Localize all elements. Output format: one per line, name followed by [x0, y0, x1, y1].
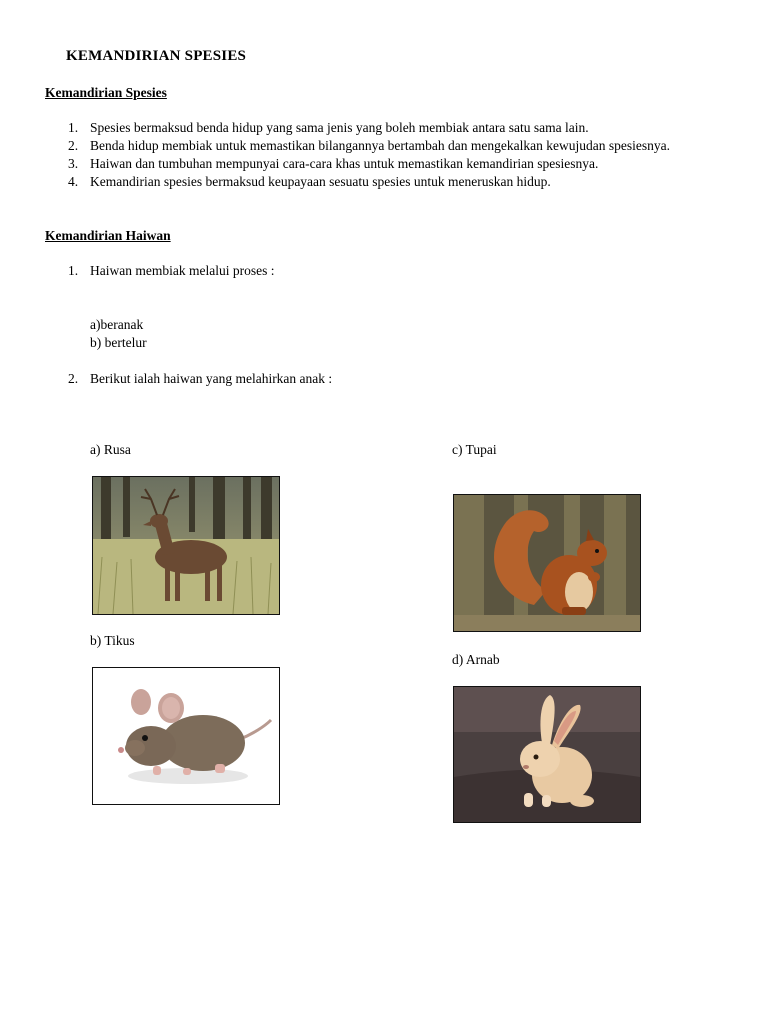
option-beranak: a)beranak: [90, 317, 144, 332]
haiwan-list-1: [45, 262, 723, 280]
list-item: 2. Benda hidup membiak untuk memastikan bilangannya bertambah dan mengekalkan kewujudan spesiesnya.: [68, 138, 670, 153]
list-item: 1. Haiwan membiak melalui proses :: [68, 263, 275, 278]
option-bertelur: b) bertelur: [90, 335, 147, 350]
deer-image: [92, 476, 280, 615]
section-heading-spesies: Kemandirian Spesies: [45, 85, 167, 100]
species-list: [45, 119, 723, 191]
list-item: 4. Kemandirian spesies bermaksud keupayaan sesuatu spesies untuk meneruskan hidup.: [68, 174, 551, 189]
list-item: 3. Haiwan dan tumbuhan mempunyai cara-cara khas untuk memastikan kemandirian spesiesnya.: [68, 156, 599, 171]
label-tikus: b) Tikus: [90, 633, 135, 648]
label-rusa: a) Rusa: [90, 442, 131, 457]
list-item: 2. Berikut ialah haiwan yang melahirkan anak :: [68, 371, 333, 386]
rabbit-image: [453, 686, 641, 823]
squirrel-image: [453, 494, 641, 632]
label-arnab: d) Arnab: [452, 652, 500, 667]
list-item: 1. Spesies bermaksud benda hidup yang sama jenis yang boleh membiak antara satu sama lain.: [68, 120, 589, 135]
mouse-image: [92, 667, 280, 805]
page-title: KEMANDIRIAN SPESIES: [66, 48, 247, 64]
section-heading-haiwan: Kemandirian Haiwan: [45, 228, 171, 243]
label-tupai: c) Tupai: [452, 442, 497, 457]
haiwan-list-2: [45, 370, 723, 388]
